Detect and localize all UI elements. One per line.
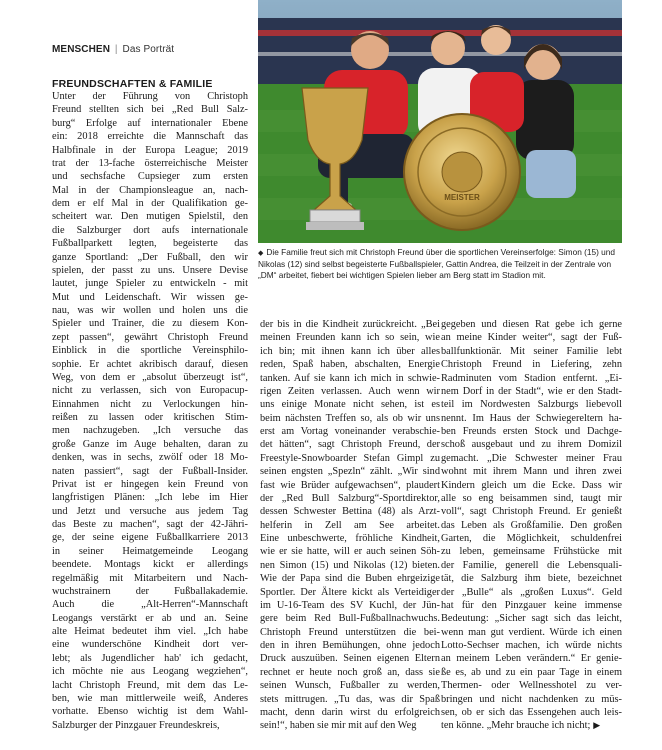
text-line: Einnahmen nicht zu Verlockungen hin- <box>52 398 248 410</box>
text-line: Bedeutung: „Sicher sagt sich das leicht, <box>441 613 622 625</box>
text-line: Druck auszuüben. Seinen eigenen Eltern <box>260 653 440 665</box>
family-photo <box>258 0 622 243</box>
text-line: denken, was in sechs, zwölf oder 18 Mo- <box>52 452 248 464</box>
text-line: lebt; als Jugendlicher hab' ich gedacht, <box>52 652 248 664</box>
text-line: ein: 2018 erreichte die Mannschaft das <box>52 131 248 143</box>
text-line: an meinem Leben verändern.“ Er genie- <box>441 653 622 665</box>
text-line: an meine Kinder weiter“, sagt der Fuß- <box>441 332 622 344</box>
text-line: Christoph Freund in Liefering, zehn <box>441 359 622 371</box>
text-line: ich bin; mit ihnen kann ich über alles <box>260 345 440 357</box>
text-line: der Familie, generell die Lebensquali- <box>441 559 622 571</box>
text-line: schoß ausgebaut und zu ihrem Domizil <box>441 439 622 451</box>
text-line: nem Dorf in der Stadt“, wie er den Stadt- <box>441 385 622 397</box>
text-line: alte Heimat bedeutet ihm viel. „Ich habe <box>52 626 248 637</box>
text-line: uns einige Monate nicht sehen, ist es <box>260 399 440 411</box>
text-line: trat der 13-fache österreichische Meister <box>52 157 248 169</box>
text-line: naten passiert“, sagt der Fußball-Insider. <box>52 465 248 477</box>
text-line: sen, ob er sich das Essengehen auch leis- <box>441 706 622 718</box>
continue-arrow-icon: ▶ <box>590 721 601 732</box>
text-line: zept passen“, gewährt Christoph Freund <box>52 331 248 343</box>
text-line: rechnet er heute noch groß an, dass sie <box>260 666 440 678</box>
text-line: lautet, junge Spieler zu entwickeln - mit <box>52 278 248 290</box>
text-line: vorhatte. Ebenso wichtig ist dem Wahl- <box>52 706 248 718</box>
text-line: ten könne. „Mehr brauche ich nicht; ▶ <box>441 720 601 732</box>
text-line: langfristigen Plänen: „Ich lebe im Hier <box>52 492 248 504</box>
text-line: Leogangs verstärkt er ab und an. Seine <box>52 612 248 624</box>
text-line: große Ganze im Auge behalten, daran zu <box>52 438 248 450</box>
article-column-2 <box>260 318 440 733</box>
text-line: wenn man gut verdient. Würde ich einen <box>441 626 622 638</box>
text-line: Spieler und Trainer, die zu diesem Kon- <box>52 318 248 330</box>
text-line: scheitert war. Den mutigen Spielstil, den <box>52 211 248 223</box>
text-line: gere beim Red Bull-Fußballnachwuchs. <box>260 613 440 625</box>
text-line: nicht zu verlassen, sich von Europacup- <box>52 385 248 397</box>
text-line: teil im Nordwesten Salzburgs liebevoll <box>441 399 622 411</box>
text-line: men nachzugeben. „Ich versuche das <box>52 425 248 437</box>
text-line: tanken. Auf sie kann ich mich in schwie- <box>260 372 440 384</box>
text-line: wuchstrainern der Fußballakademie. <box>52 585 248 597</box>
text-line: lacht Christoph Freund, mit dem das Le- <box>52 679 248 691</box>
text-line: voll“, sagt Christoph Freund. Er genießt <box>441 506 622 518</box>
text-line: Fußballparkett legten, begeisterte das <box>52 238 248 250</box>
text-line: Unter der Führung von Christoph <box>52 91 248 102</box>
text-line: tät, die Salzburg ihm biete, bezeichnet <box>441 573 622 585</box>
text-line: ße es, ab und zu ein paar Tage in einem <box>441 666 622 678</box>
text-line: Weg, von dem er „absolut überzeugt ist“, <box>52 371 248 383</box>
text-line: Salzburger der Pinzgauer Freundeskreis, <box>52 719 220 731</box>
text-line: dem er elf Mal in der Qualifikation ge- <box>52 198 248 209</box>
text-line: Lotto-Sechser machen, ich würde nichts <box>441 640 622 651</box>
text-line: Thermen- oder Wellnesshotel zu ver- <box>441 680 622 692</box>
text-line: ben Freunds ersten Stock und Dachge- <box>441 426 622 437</box>
text-line: Wie der Papa sind die Buben ehrgeizige <box>260 573 440 585</box>
text-line: Radminuten vom Stadion entfernt. „Ei- <box>441 372 622 384</box>
text-line: das Beste zu machen“, sagt der 42-Jähri- <box>52 519 248 530</box>
text-line: Kindern gleich um die Ecke. Dass wir <box>441 479 622 491</box>
text-line: ben, wie man mittlerweile weiß, Anderes <box>52 692 248 704</box>
text-line: burg“ Erfolge auf internationaler Ebene <box>52 117 248 129</box>
text-line: beim nächsten Treffen so, als ob wir uns <box>260 412 440 424</box>
family-photo-illustration <box>258 0 622 243</box>
text-line: reden, Spaß haben, abschalten, Energie <box>260 359 440 371</box>
text-line: den in ihren Bemühungen, ohne jedoch <box>260 640 440 651</box>
article-column-3 <box>441 318 622 733</box>
text-line: gemacht. „Die Schwester meiner Frau <box>441 452 622 464</box>
text-line: ganze Sportland: „Der Fußball, den wir <box>52 251 248 263</box>
text-line: Mal in der Championsleague an, nach- <box>52 184 248 196</box>
article-heading: FREUNDSCHAFTEN & FAMILIE <box>52 78 213 90</box>
text-line: spielen, der passt zu uns. Unsere Devise <box>52 264 248 276</box>
text-line: Eine unbeschwerte, fröhliche Kindheit, <box>260 533 440 544</box>
section-label <box>52 44 174 55</box>
text-line: zu leben, gemeinsame Frühstücke mit <box>441 546 622 558</box>
text-line: regelmäßig mit Mitarbeitern und Nach- <box>52 572 248 584</box>
text-line: Einblick in die sportliche Vereinsphilo- <box>52 345 248 357</box>
text-line: stets mittrugen. „Tu das, was dir Spaß <box>260 693 440 705</box>
section-separator: | <box>114 44 118 55</box>
text-line: in seiner Heimatgemeinde Leogang <box>52 545 248 557</box>
text-line: Auch die „Alt-Herren“-Mannschaft <box>52 599 248 611</box>
text-line: rigen Zeiten verlassen. Auch wenn wir <box>260 385 440 397</box>
caption-marker-icon: ◆ <box>258 250 264 257</box>
championship-plate <box>404 114 520 230</box>
text-line: nau, was wir wollen und holen uns die <box>52 305 248 316</box>
photo-caption <box>258 247 622 282</box>
text-line: und sechsfache Cupsieger zum ersten <box>52 171 248 183</box>
text-line: ge, der seine eigene Fußballkarriere 2013 <box>52 532 248 544</box>
text-line: sophie. Er achtet akribisch darauf, diesen <box>52 358 248 370</box>
text-line: gegeben und diesen Rat gebe ich gerne <box>441 319 622 330</box>
text-line: ich möchte nie aus Leogang wegziehen“, <box>52 666 248 678</box>
text-line: fast wie Brüder aufgewachsen“, plaudert <box>260 479 440 491</box>
text-line: der „Red Bull Salzburg“-Sportdirektor, <box>260 492 440 504</box>
text-line: Privat ist er hingegen kein Freund von <box>52 478 248 490</box>
text-line: Halbfinale in der Europa League; 2019 <box>52 144 248 156</box>
text-line: seinen Wunsch, Fußballer zu werden, <box>260 680 440 692</box>
text-line: bringen und nicht nachdenken zu müs- <box>441 693 622 705</box>
text-line: dessen Schwester Bettina (48) als Arzt- <box>260 506 440 518</box>
text-line: seinen engsten „Spezln“ zählt. „Wir sind <box>260 466 440 478</box>
text-line: die Salzburger dort aufs internationale <box>52 224 248 236</box>
text-line: und Jetzt und versuche aus jedem Tag <box>52 505 248 517</box>
plate-text: MEISTER <box>444 193 480 202</box>
text-line: Sportler. Der Ältere kickt als Verteidiger <box>260 586 440 598</box>
section-name: MENSCHEN <box>52 44 111 55</box>
text-line: der „Bulle“ als „großen Luxus“. Geld <box>441 586 622 598</box>
text-line: nen Simon (15) und Nikolas (12) bieten. <box>260 559 440 571</box>
text-line: macht, denn darin wirst du erfolgreich <box>260 706 440 718</box>
text-line: Mut und Leidenschaft. Wir wissen ge- <box>52 291 248 303</box>
text-line: eine wunderschöne Kindheit dort ver- <box>52 639 248 651</box>
text-line: wie er sie hatte, will er auch seinen Söh- <box>260 546 440 558</box>
text-line: alle so eng beisammen sind, taugt mir <box>441 492 622 504</box>
caption-text: Die Familie freut sich mit Christoph Freund über die sportlichen Vereinserfolge: Simon (15) und Nikolas (12) sind selbst begeisterte Fußballspieler, Gattin Andrea, die Teilzeit in der Zentrale von „DM“ arbeitet, fiebert bei wichtigen Spielen lieber am Berg statt im Stadion mit. <box>258 247 616 281</box>
text-line: Freestyle-Snowboarder Stefan Gimpl zu <box>260 452 440 464</box>
text-line: erst am Vortag voneinander verabschie- <box>260 426 440 437</box>
text-line: helferin in Zell am See arbeitet. <box>260 519 440 531</box>
text-line: reißen zu lassen oder kritischen Stim- <box>52 412 248 423</box>
text-line: das Leben als Großfamilie. Den großen <box>441 519 622 531</box>
text-line: beendete. Montags kickt er allerdings <box>52 559 248 571</box>
text-line: sein!“, haben sie mir mit auf den Weg <box>260 720 417 732</box>
text-line: Garten, die Möglichkeit, schuldenfrei <box>441 533 622 544</box>
text-line: det hätten“, sagt Christoph Freund, der <box>260 439 440 451</box>
subsection-name: Das Porträt <box>122 44 175 55</box>
text-line: ballfunktionär. Mit seiner Familie lebt <box>441 345 622 357</box>
text-line: der bis in die Kindheit zurückreicht. „Bei <box>260 319 440 330</box>
article-column-1 <box>52 90 248 732</box>
text-line: wohnt mit ihrem Mann und ihren zwei <box>441 466 622 478</box>
text-line: meinen Freunden kann ich so sein, wie <box>260 332 440 344</box>
text-line: Christoph Freund unterstützen die bei- <box>260 626 440 638</box>
text-line: Freund stellten sich bei „Red Bull Salz- <box>52 104 248 116</box>
text-line: hat für den Pinzgauer keine immense <box>441 599 622 611</box>
text-line: nennt. Im Haus der Schwiegereltern ha- <box>441 412 622 424</box>
text-line: im U-16-Team des SV Kuchl, der Jün- <box>260 599 440 611</box>
